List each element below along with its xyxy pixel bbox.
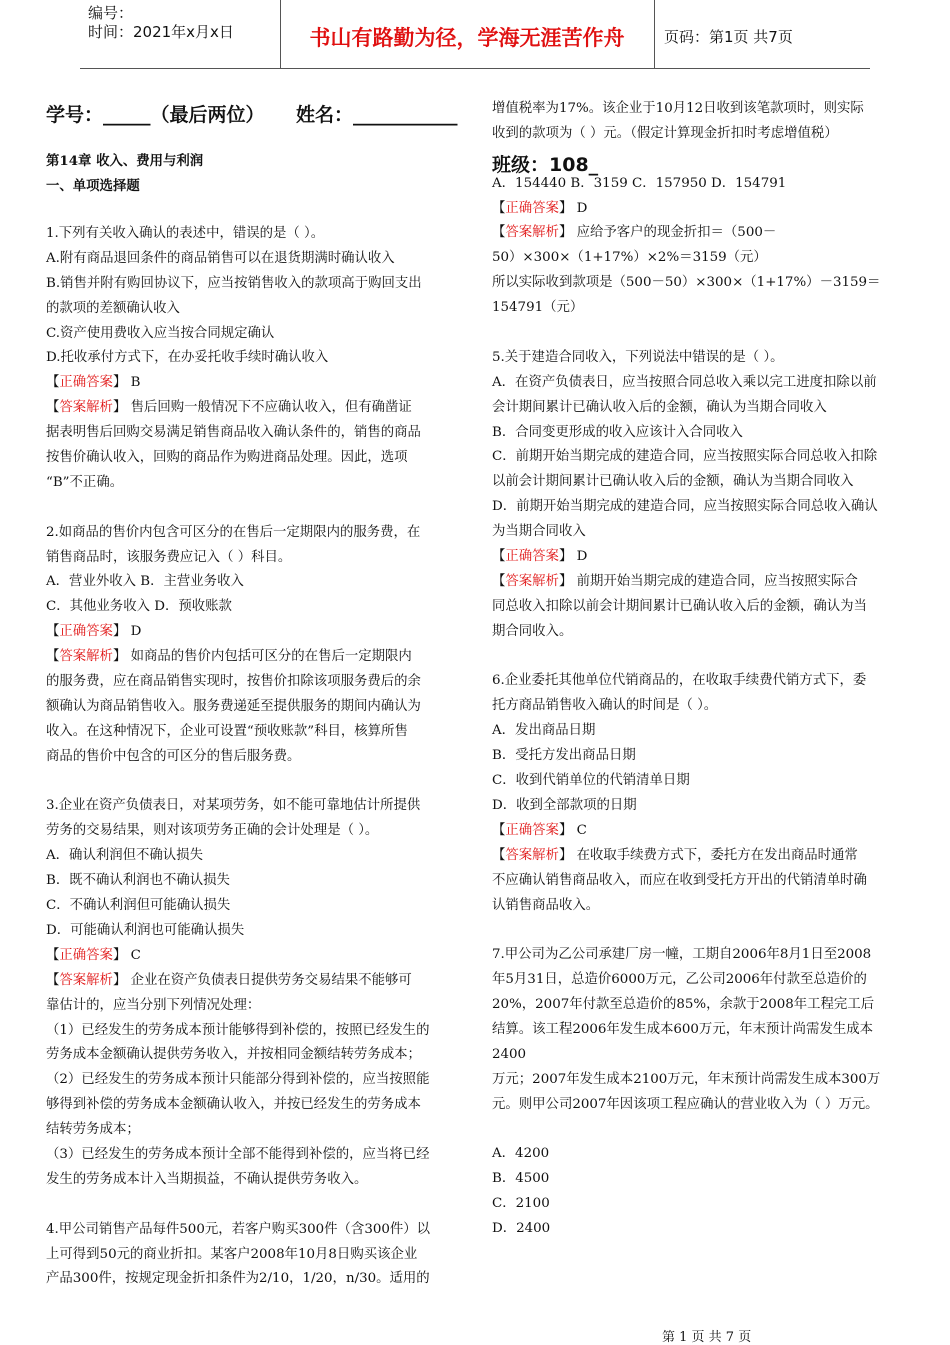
answer-tag: 正确答案 [59,947,113,963]
answer-tag: 正确答案 [505,200,559,216]
text-line [492,221,912,246]
bracket: 】 [558,847,577,863]
text-line: A．4200 [492,1146,550,1162]
bracket: 】 [112,972,131,988]
text-line: 发生的劳务成本计入当期损益，不确认提供劳务收入。 [46,1171,368,1187]
text-line: D．收到全部款项的日期 [492,797,637,813]
text-line: 20%，2007年付款至总造价的85%，余款于2008年工程完工后 [492,997,875,1013]
answer-tag: 正确答案 [59,624,113,640]
text-line: 2400 [492,1046,527,1062]
text-line [492,918,912,943]
answer-value: C [130,947,141,963]
text-line: 产品300件，按规定现金折扣条件为2/10，1/20，n/30。适用的 [46,1271,430,1287]
bracket: 】 [558,822,577,838]
text-line: 以前会计期间累计已确认收入后的金额，确认为当期合同收入 [492,474,854,490]
analysis-text: 应给予客户的现金折扣＝（500－ [576,225,777,241]
bracket: 【 [492,822,506,838]
text-line: 年5月31日，总造价6000万元，乙公司2006年付款至总造价的 [492,972,867,988]
bracket: 】 [558,573,577,589]
text-line [492,819,912,844]
text-line: 靠估计的，应当分别下列情况处理： [46,997,261,1013]
answer-value: D [576,549,588,565]
text-line [492,197,912,222]
text-line: 结算。该工程2006年发生成本600万元，年末预计尚需发生成本 [492,1021,874,1037]
right-column [492,97,912,1242]
answer-tag: 正确答案 [59,375,113,391]
text-line: C．收到代销单位的代销清单日期 [492,773,690,789]
bracket: 】 [558,200,577,216]
text-line: 1.下列有关收入确认的表述中，错误的是（ ）。 [46,226,325,241]
text-line: A.附有商品退回条件的商品销售可以在退货期满时确认收入 [46,250,395,266]
text-line: B．4500 [492,1171,550,1187]
left-column [46,222,456,1292]
text-line [46,396,456,421]
bracket: 】 [112,400,131,416]
analysis-tag: 答案解析 [59,400,113,416]
bracket: 【 [46,400,60,416]
answer-value: D [130,624,142,640]
text-line: B．受托方发出商品日期 [492,748,636,764]
class-label: 班级：108_ [492,154,599,176]
text-line [46,944,456,969]
answer-value: B [130,375,141,391]
text-line: 的服务费，应在商品销售实现时，按售价扣除该项服务费后的余 [46,674,421,690]
text-line: 3.企业在资产负债表日，对某项劳务，如不能可靠地估计所提供 [46,798,421,814]
bracket: 【 [46,947,60,963]
analysis-tag: 答案解析 [59,649,113,665]
text-line: C．不确认利润但可能确认损失 [46,898,231,914]
text-line: （2）已经发生的劳务成本预计只能部分得到补偿的，应当按照能 [46,1072,430,1088]
page-number-label: 页码：第1页 共7页 [664,28,793,46]
text-line: 为当期合同收入 [492,524,586,540]
text-line: 够得到补偿的劳务成本金额确认收入，并按已经发生的劳务成本 [46,1097,421,1113]
text-line: C.资产使用费收入应当按合同规定确认 [46,325,275,341]
text-line: 所以实际收到款项是（500－50）×300×（1+17%）－3159＝ [492,275,881,291]
text-line: 的款项的差额确认收入 [46,300,180,316]
bracket: 】 [558,225,577,241]
text-line: 据表明售后回购交易满足销售商品收入确认条件的，销售的商品 [46,425,421,441]
analysis-text: 售后回购一般情况下不应确认收入，但有确凿证 [130,400,412,416]
text-line: “B”不正确。 [46,474,124,490]
text-line: 6.企业委托其他单位代销商品的，在收取手续费代销方式下，委 [492,673,867,689]
text-line [492,321,912,346]
text-line: C．2100 [492,1196,550,1212]
text-line: 50）×300×（1+17%）×2%＝3159（元） [492,250,767,266]
answer-tag: 正确答案 [505,549,559,565]
text-line: A．营业外收入 B．主营业务收入 [46,574,244,590]
text-line [46,620,456,645]
analysis-text: 企业在资产负债表日提供劳务交易结果不能够可 [130,972,412,988]
chapter-title: 第14章 收入、费用与利润 [46,153,204,169]
bracket: 【 [46,624,60,640]
text-line [492,545,912,570]
bracket: 【 [46,972,60,988]
text-line: D．前期开始当期完成的建造合同，应当按照实际合同总收入确认 [492,499,878,515]
text-line: A．在资产负债表日，应当按照合同总收入乘以完工进度扣除以前 [492,374,877,390]
text-line: 元。则甲公司2007年因该项工程应确认的营业收入为（ ）万元。 [492,1096,879,1112]
text-line [492,844,912,869]
text-line: A．确认利润但不确认损失 [46,848,203,864]
text-line: B.销售并附有购回协议下，应当按销售收入的款项高于购回支出 [46,275,422,291]
bracket: 【 [492,847,506,863]
text-line: D．2400 [492,1221,551,1237]
answer-value: D [576,200,588,216]
text-line: A．发出商品日期 [492,723,596,739]
time-label: 时间：2021年x月x日 [88,23,234,41]
text-line: 期合同收入。 [492,623,573,639]
number-label: 编号： [88,4,134,22]
page-header [80,0,870,69]
text-line [46,371,456,396]
analysis-text: 在收取手续费方式下，委托方在发出商品时通常 [576,847,858,863]
bracket: 【 [492,200,506,216]
bracket: 】 [112,947,131,963]
text-line: C．前期开始当期完成的建造合同，应当按照实际合同总收入扣除 [492,449,878,465]
bracket: 【 [46,375,60,391]
analysis-text: 如商品的售价内包括可区分的在售后一定期限内 [130,649,412,665]
text-line [492,147,912,172]
text-line: 7.甲公司为乙公司承建厂房一幢，工期自2006年8月1日至2008 [492,947,872,963]
text-line: 劳务的交易结果，则对该项劳务正确的会计处理是（ ）。 [46,823,379,839]
text-line [492,645,912,670]
bracket: 】 [112,649,131,665]
text-line: 万元；2007年发生成本2100万元，年末预计尚需发生成本300万 [492,1071,881,1087]
text-line: 154791（元） [492,300,584,316]
text-line [492,570,912,595]
text-line: D．可能确认利润也可能确认损失 [46,922,245,938]
bracket: 【 [492,549,506,565]
text-line: 按售价确认收入，回购的商品作为购进商品处理。因此，选项 [46,450,408,466]
bracket: 【 [492,573,506,589]
text-line: D.托收承付方式下，在办妥托收手续时确认收入 [46,350,329,366]
text-line: A．154440 B．3159 C．157950 D．154791 [492,175,787,191]
text-line: 认销售商品收入。 [492,897,600,913]
text-line: 商品的售价中包含的可区分的售后服务费。 [46,748,301,764]
analysis-tag: 答案解析 [505,573,559,589]
header-divider [654,0,655,68]
bracket: 】 [558,549,577,565]
motto: 书山有路勤为径，学海无涯苦作舟 [309,26,625,50]
text-line: 2.如商品的售价内包含可区分的在售后一定期限内的服务费，在 [46,524,421,540]
text-line: 劳务成本金额确认提供劳务收入，并按相同金额结转劳务成本； [46,1047,421,1063]
header-left-cell [88,4,234,42]
answer-value: C [576,822,587,838]
section-title: 一、单项选择题 [46,178,140,194]
text-line [46,969,456,994]
text-line: 收入。在这种情况下，企业可设置“预收账款”科目，核算所售 [46,723,408,739]
text-line: 会计期间累计已确认收入后的金额，确认为当期合同收入 [492,399,827,415]
text-line: 销售商品时，该服务费应记入（ ）科目。 [46,549,292,565]
analysis-tag: 答案解析 [505,847,559,863]
text-line: 上可得到50元的商业折扣。某客户2008年10月8日购买该企业 [46,1246,418,1262]
bracket: 【 [46,649,60,665]
analysis-tag: 答案解析 [59,972,113,988]
text-line: 5.关于建造合同收入，下列说法中错误的是（ ）。 [492,349,784,365]
text-line: 增值税率为17%。该企业于10月12日收到该笔款项时，则实际 [492,101,864,116]
bracket: 】 [112,624,131,640]
text-line [46,496,456,521]
text-line: 结转劳务成本； [46,1122,140,1138]
text-line [46,770,456,795]
student-id-label: 学号：_____（最后两位） [46,104,265,126]
text-line [46,1193,456,1218]
student-name-label: 姓名：___________ [296,104,458,126]
analysis-text: 前期开始当期完成的建造合同，应当按照实际合 [576,573,858,589]
text-line [46,645,456,670]
text-line: （3）已经发生的劳务成本预计全部不能得到补偿的，应当将已经 [46,1146,430,1162]
bracket: 【 [492,225,506,241]
text-line: 同总收入扣除以前会计期间累计已确认收入后的金额，确认为当 [492,598,867,614]
text-line: 收到的款项为（ ）元。（假定计算现金折扣时考虑增值税） [492,125,838,141]
text-line: 额确认为商品销售收入。服务费递延至提供服务的期间内确认为 [46,698,421,714]
bracket: 】 [112,375,131,391]
text-line: 不应确认销售商品收入，而应在收到受托方开出的代销清单时确 [492,872,867,888]
answer-tag: 正确答案 [505,822,559,838]
text-line: （1）已经发生的劳务成本预计能够得到补偿的，按照已经发生的 [46,1022,430,1038]
text-line: C．其他业务收入 D．预收账款 [46,599,232,615]
page-footer: 第 1 页 共 7 页 [662,1330,752,1345]
analysis-tag: 答案解析 [505,225,559,241]
text-line: B．合同变更形成的收入应该计入合同收入 [492,424,743,440]
text-line: B．既不确认利润也不确认损失 [46,873,230,889]
text-line [492,1118,912,1143]
text-line: 托方商品销售收入确认的时间是（ ）。 [492,698,718,714]
text-line: 4.甲公司销售产品每件500元，若客户购买300件（含300件）以 [46,1221,431,1237]
